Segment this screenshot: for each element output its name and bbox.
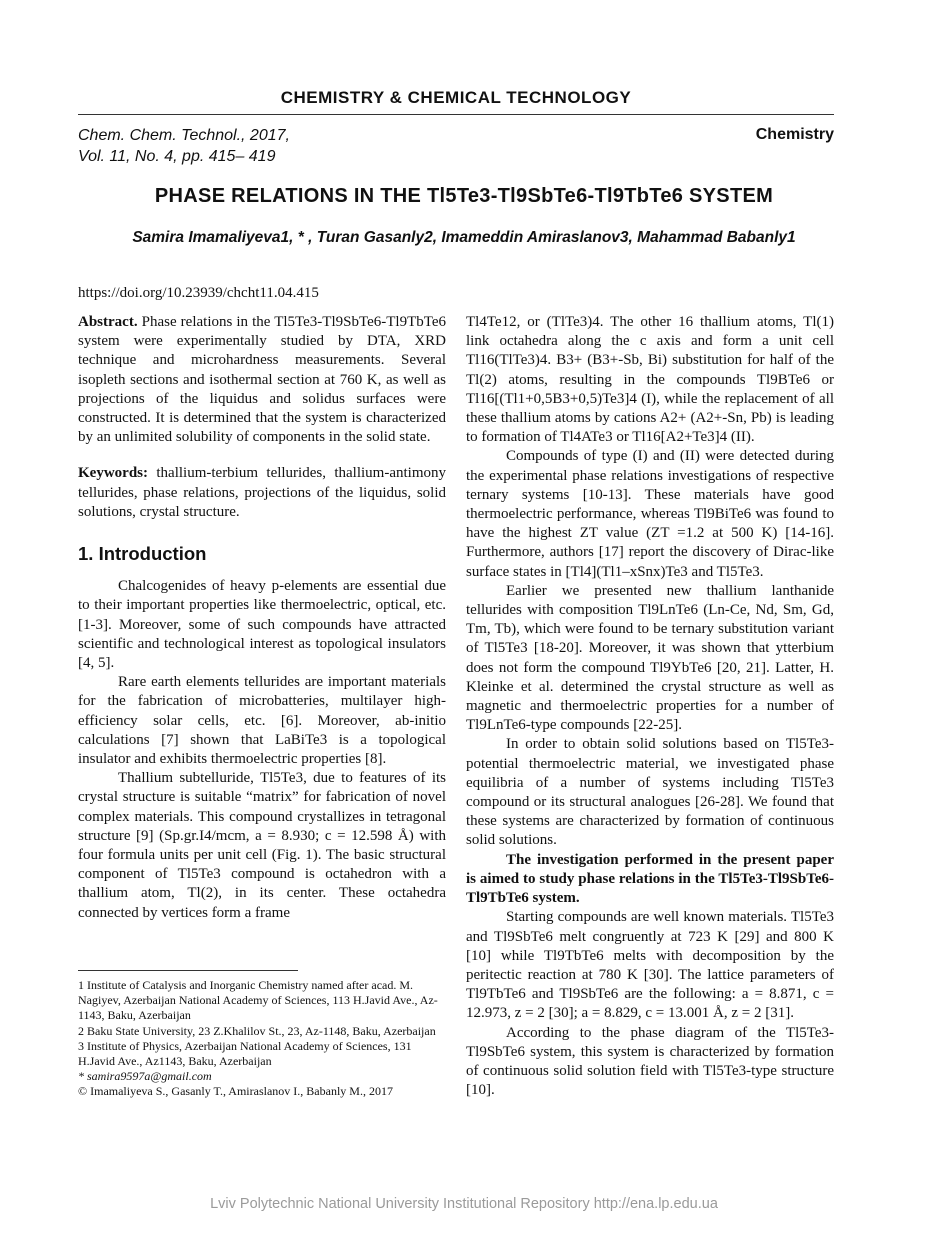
keywords [78,464,446,522]
doi-link[interactable]: https://doi.org/10.23939/chcht11.04.415 [78,285,319,301]
author-list: Samira Imamaliyeva1, * , Turan Gasanly2, Imameddin Amiraslanov3, Mahammad Babanly1 [132,229,796,246]
abstract [78,313,446,447]
header-divider [78,114,834,115]
abstract-label: Abstract. [78,314,138,330]
abstract-text: Phase relations in the Tl5Te3-Tl9SbTe6-Tl9TbTe6 system were experimentally studied by DTA, XRD technique and microhardness measurements. Several isopleth sections and isothermal section at 760 K, as well as projections of the liquidus and solidus surfaces were constructed. It is determined that the system is characterized by an unlimited solubility of components in the solid state. [78,314,447,446]
aim-statement: The investigation performed in the present paper is aimed to study phase relations in the Tl5Te3-Tl9SbTe6-Tl9TbTe6 system. [466,851,834,907]
keywords-text: thallium-terbium tellurides, thallium-antimony tellurides, phase relations, projections of the liquidus, solid solutions, crystal structure. [78,465,446,520]
intro-paragraph: Rare earth elements tellurides are important materials for the fabrication of microbatteries, multilayer high-efficiency solar cells, etc. [6]. Moreover, ab-initio calculations [7] shown that LaBiTe3 is a topological insulator and exhibits thermoelectric properties [8]. [78,674,446,768]
category-label: Chemistry [755,126,834,143]
repository-footer: Lviv Polytechnic National University Institutional Repository http://ena.lp.edu.ua [210,1196,718,1212]
intro-paragraph: Tl4Te12, or (TlTe3)4. The other 16 thallium atoms, Tl(1) link octahedra along the c axis and form a unit cell Tl16(TlTe3)4. B3+ (B3+-Sb, Bi) substitution for half of the Tl(2) atoms, resulting in the compounds Tl9BTe6 or Tl16[(Tl1+0,5B3+0,5)Te3]4 (I), while the replacement of all these thallium atoms by cations A2+ (A2+-Sn, Pb) is leading to formation of Tl4ATe3 or Tl16[A2+Te3]4 (II). [466,314,834,446]
copyright-line: © Imamaliyeva S., Gasanly T., Amiraslanov I., Babanly M., 2017 [78,1084,393,1099]
footnote-affiliation-1: 1 Institute of Catalysis and Inorganic Chemistry named after acad. M. Nagiyev, Azerbaijan National Academy of Sciences, 113 H.Javid Ave., Az-1143, Baku, Azerbaijan [78,978,438,1023]
intro-paragraph: According to the phase diagram of the Tl5Te3-Tl9SbTe6 system, this system is characterized by formation of continuous solid solution field with Tl5Te3-type structure [10]. [466,1024,834,1099]
corresponding-email[interactable]: * samira9597a@gmail.com [78,1069,212,1084]
footnotes [78,978,446,1100]
footnote-affiliation-3: 3 Institute of Physics, Azerbaijan National Academy of Sciences, 131 H.Javid Ave., Az1143, Baku, Azerbaijan [78,1038,412,1069]
right-column [466,313,834,1100]
intro-paragraph: Starting compounds are well known materials. Tl5Te3 and Tl9SbTe6 melt congruently at 723 K [29] and 800 K [10] while Tl9TbTe6 melts with decomposition by the peritectic reaction at 780 K [30]. The lattice parameters of Tl9TbTe6 and Tl9SbTe6 are the following: a = 8.871, c = 12.973, z = 2 [30]; a = 8.829, c = 13.001 Å, z = 2 [31]. [466,909,834,1022]
paper-title: PHASE RELATIONS IN THE Tl5Te3-Tl9SbTe6-Tl9TbTe6 SYSTEM [154,185,774,207]
introduction-heading: 1. Introduction [78,543,207,565]
journal-section-header: CHEMISTRY & CHEMICAL TECHNOLOGY [280,88,632,107]
intro-paragraph: Earlier we presented new thallium lanthanide tellurides with composition Tl9LnTe6 (Ln-Ce, Nd, Sm, Gd, Tm, Tb), which were found to be ternary substitution variant of Tl5Te3 [18-20]. Moreover, it was shown that ytterbium does not form the compound Tl9YbTe6 [20, 21]. Latter, H. Kleinke et al. determined the crystal structure as well as magnetic and thermoelectric properties for a number of Tl9LnTe6-type compounds [22-25]. [466,582,834,734]
intro-paragraph: In order to obtain solid solutions based on Tl5Te3-potential thermoelectric material, we investigated phase equilibria of a number of systems including Tl5Te3 compound or its structural analogues [26-28]. We found that these systems are characterized by formation of continuous solid solutions. [466,736,834,849]
left-column [78,313,446,923]
citation-line-2: Vol. 11, No. 4, pp. 415– 419 [78,148,276,165]
footnote-affiliation-2: 2 Baku State University, 23 Z.Khalilov St., 23, Az-1148, Baku, Azerbaijan [78,1023,436,1038]
keywords-label: Keywords: [78,465,148,482]
intro-paragraph: Compounds of type (I) and (II) were detected during the experimental phase relations investigations of respective ternary systems [10-13]. These materials have good thermoelectric performance, whereas Tl9BiTe6 was found to have the highest ZT value (ZT =1.2 at 500 K) [14-16]. Furthermore, authors [17] report the discovery of Dirac-like surface states in [Tl4](Tl1–xSnx)Te3 and Tl5Te3. [466,448,834,580]
citation-line-1: Chem. Chem. Technol., 2017, [78,127,290,144]
citation [78,125,290,167]
intro-paragraph: Thallium subtelluride, Tl5Te3, due to features of its crystal structure is suitable “matrix” for fabrication of novel complex materials. This compound crystallizes in tetragonal structure [9] (Sp.gr.I4/mcm, a = 8.930; c = 12.598 Å) with four formula units per unit cell (Fig. 1). The basic structural component of Tl5Te3 compound is octahedron with a thallium atom, Tl(2), in its center. These octahedra connected by vertices form a frame [78,770,446,921]
footnote-divider [78,970,298,971]
intro-paragraph: Chalcogenides of heavy p-elements are essential due to their important properties like thermoelectric, optical, etc. [1-3]. Moreover, some of such compounds have attracted scientific and technological interest as topological insulators [4, 5]. [78,578,446,672]
